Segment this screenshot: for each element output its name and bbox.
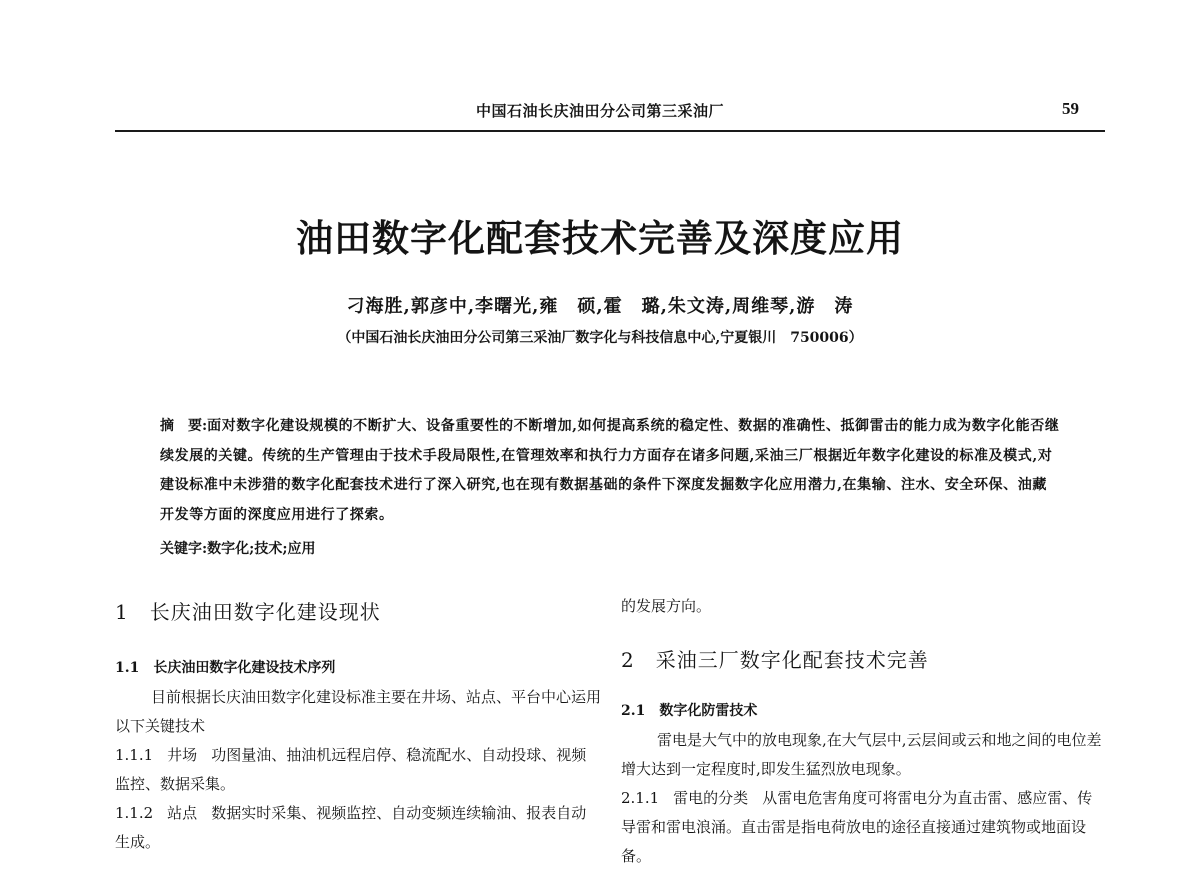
item-1-1-1-label: 井场 (167, 746, 198, 764)
paper-title: 油田数字化配套技术完善及深度应用 (296, 216, 904, 260)
item-1-1-1-text: 功图量油、抽油机远程启停、稳流配水、自动投球、视频监控、数据采集。 (115, 746, 587, 793)
subsection-1-1-heading: 1.1 长庆油田数字化建设技术序列 (115, 660, 336, 676)
left-body (115, 683, 601, 857)
keywords-text: 数字化;技术;应用 (207, 541, 316, 557)
item-1-1-2 (115, 799, 601, 857)
item-1-1-2-number: 1.1.2 (115, 804, 154, 822)
keywords-label: 关键字: (160, 541, 208, 557)
subsection-2-1-paragraph: 雷电是大气中的放电现象,在大气层中,云层间或云和地之间的电位差增大达到一定程度时,即发生猛烈放电现象。 (621, 731, 1102, 778)
item-2-1-1-label: 雷电的分类 (673, 789, 749, 807)
header-rule (115, 130, 1105, 132)
item-2-1-1-number: 2.1.1 (621, 789, 660, 807)
abstract-label: 摘 要: (160, 418, 208, 434)
abstract (160, 412, 1060, 530)
page-number: 59 (1062, 99, 1079, 118)
continued-text: 的发展方向。 (621, 597, 712, 615)
section-1-heading: 1 长庆油田数字化建设现状 (115, 600, 381, 624)
keywords (160, 538, 316, 558)
item-2-1-1-text: 从雷电危害角度可将雷电分为直击雷、感应雷、传导雷和雷电浪涌。直击雷是指电荷放电的途径直接通过建筑物或地面设备。 (621, 789, 1093, 865)
right-body (621, 726, 1107, 871)
subsection-1-1-paragraph: 目前根据长庆油田数字化建设标准主要在井场、站点、平台中心运用以下关键技术 (115, 688, 602, 735)
item-2-1-1 (621, 784, 1107, 871)
item-1-1-2-label: 站点 (167, 804, 198, 822)
author-list: 刁海胜,郭彦中,李曙光,雍 硕,霍 璐,朱文涛,周维琴,游 涛 (346, 296, 854, 317)
item-1-1-1-number: 1.1.1 (115, 746, 154, 764)
subsection-2-1-heading: 2.1 数字化防雷技术 (621, 703, 758, 719)
item-1-1-1 (115, 741, 601, 799)
running-head: 中国石油长庆油田分公司第三采油厂 (475, 102, 724, 120)
affiliation: （中国石油长庆油田分公司第三采油厂数字化与科技信息中心,宁夏银川 750006） (337, 330, 863, 346)
section-2-heading: 2 采油三厂数字化配套技术完善 (621, 648, 929, 672)
abstract-text: 面对数字化建设规模的不断扩大、设备重要性的不断增加,如何提高系统的稳定性、数据的准确性、抵御雷击的能力成为数字化能否继续发展的关键。传统的生产管理由于技术手段局限性,在管理效率和执行力方面存在诸多问题,采油三厂根据近年数字化建设的标准及模式,对建设标准中未涉猎的数字化配套技术进行了深入研究,也在现有数据基础的条件下深度发掘数字化应用潜力,在集输、注水、安全环保、油藏开发等方面的深度应用进行了探索。 (160, 418, 1060, 523)
item-1-1-2-text: 数据实时采集、视频监控、自动变频连续输油、报表自动生成。 (115, 804, 587, 851)
